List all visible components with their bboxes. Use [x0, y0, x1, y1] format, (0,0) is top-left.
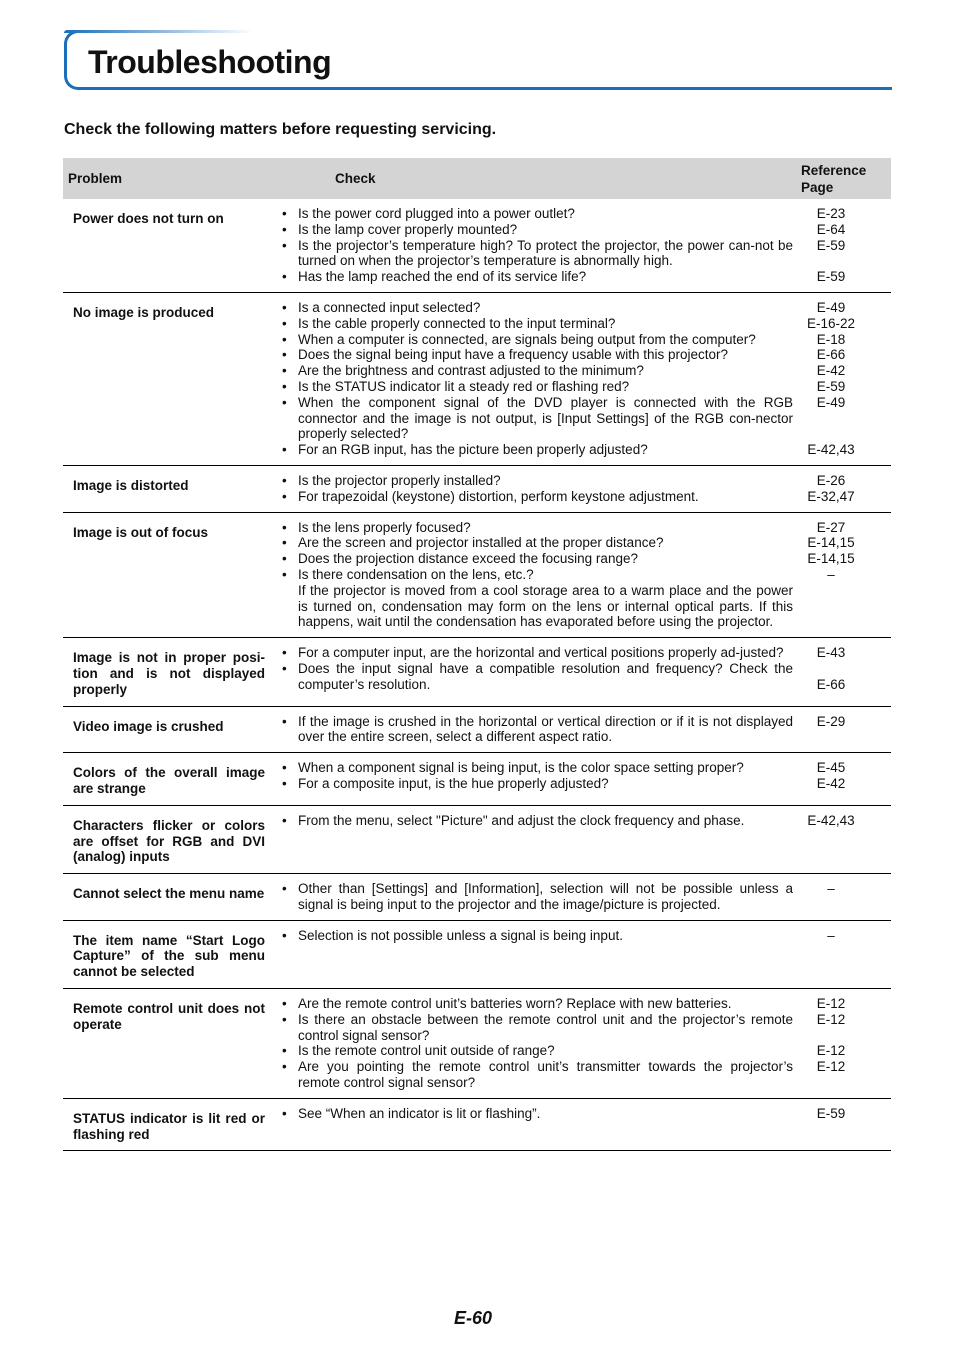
check-item: • Are you pointing the remote control unit’s transmitter towards the projector’s remote control signal sensor?	[273, 1059, 793, 1091]
check-item: • Is the projector’s temperature high? To protect the projector, the power can-not be turned on when the projector’s temperature is abnormally high.	[273, 238, 793, 270]
table-row	[63, 199, 891, 292]
check-cell	[273, 292, 801, 465]
table-row	[63, 465, 891, 512]
check-item: • When a component signal is being input, is the color space setting proper?	[273, 760, 793, 776]
reference-cell	[801, 874, 891, 921]
check-cell	[273, 989, 801, 1099]
reference-page: E-66	[816, 676, 846, 692]
check-item: • Is the lens properly focused?	[273, 520, 793, 536]
reference-cell	[801, 1098, 891, 1151]
check-item: • Is there condensation on the lens, etc.?	[273, 567, 793, 583]
reference-page: E-45	[816, 760, 846, 776]
check-item: • When the component signal of the DVD player is connected with the RGB connector and the image is not output, is [Input Settings] of the RGB con-nector properly selected?	[273, 395, 793, 442]
reference-page: E-42,43	[807, 442, 855, 458]
reference-cell	[801, 512, 891, 638]
check-item: • Has the lamp reached the end of its service life?	[273, 269, 793, 285]
problem-cell: Cannot select the menu name	[63, 874, 273, 921]
problem-cell: Colors of the overall image are strange	[63, 753, 273, 806]
reference-page: E-59	[816, 1105, 846, 1121]
table-row	[63, 706, 891, 753]
reference-page: –	[827, 881, 835, 897]
reference-page	[801, 426, 861, 442]
problem-cell: The item name “Start Logo Capture” of the sub menu cannot be selected	[63, 920, 273, 988]
reference-page: E-32,47	[807, 488, 855, 504]
reference-cell	[801, 805, 891, 873]
check-item: • Is the power cord plugged into a power outlet?	[273, 206, 793, 222]
reference-cell	[801, 638, 891, 706]
table-row	[63, 638, 891, 706]
check-item: • Is the STATUS indicator lit a steady red or flashing red?	[273, 379, 793, 395]
reference-cell	[801, 292, 891, 465]
check-item: • Selection is not possible unless a signal is being input.	[273, 928, 793, 944]
page-title: Troubleshooting	[88, 44, 332, 80]
check-cell	[273, 512, 801, 638]
reference-page: E-12	[816, 1043, 846, 1059]
check-item: • Is the projector properly installed?	[273, 473, 793, 489]
reference-page: E-27	[816, 519, 846, 535]
reference-page: E-42,43	[807, 812, 855, 828]
check-item: • See “When an indicator is lit or flashing”.	[273, 1106, 793, 1122]
problem-cell: Image is distorted	[63, 465, 273, 512]
table-row	[63, 805, 891, 873]
problem-cell: Image is not in proper posi-tion and is not displayed properly	[63, 638, 273, 706]
reference-page	[801, 253, 861, 269]
header-reference: Reference Page	[801, 158, 891, 199]
reference-cell	[801, 989, 891, 1099]
check-list	[273, 1106, 793, 1122]
check-item: • Is there an obstacle between the remote control unit and the projector’s remote control signal sensor?	[273, 1012, 793, 1044]
check-list	[273, 645, 793, 692]
reference-page: E-59	[816, 378, 846, 394]
check-list	[273, 473, 793, 505]
reference-page	[801, 411, 861, 427]
table-row	[63, 874, 891, 921]
reference-cell	[801, 199, 891, 292]
check-item: • Is a connected input selected?	[273, 300, 793, 316]
check-cell	[273, 920, 801, 988]
check-list	[273, 300, 793, 458]
check-cell	[273, 874, 801, 921]
table-row	[63, 292, 891, 465]
reference-page: E-59	[816, 237, 846, 253]
intro-heading: Check the following matters before requesting servicing.	[64, 121, 497, 138]
table-row	[63, 920, 891, 988]
check-list	[273, 760, 793, 792]
problem-cell: Characters flicker or colors are offset for RGB and DVI (analog) inputs	[63, 805, 273, 873]
reference-page: E-14,15	[807, 551, 855, 567]
check-item: • Is the cable properly connected to the input terminal?	[273, 316, 793, 332]
table-row	[63, 1098, 891, 1151]
reference-page: E-66	[816, 347, 846, 363]
reference-page: E-12	[816, 1059, 846, 1075]
reference-page: E-42	[816, 775, 846, 791]
check-item: • For a computer input, are the horizontal and vertical positions properly ad-justed?	[273, 645, 793, 661]
check-cell	[273, 465, 801, 512]
check-item: • For a composite input, is the hue properly adjusted?	[273, 776, 793, 792]
reference-page	[801, 1028, 861, 1044]
troubleshooting-table	[63, 158, 891, 1151]
problem-cell: No image is produced	[63, 292, 273, 465]
check-cell	[273, 805, 801, 873]
check-item: • Are the remote control unit’s batteries worn? Replace with new batteries.	[273, 996, 793, 1012]
check-item: • If the image is crushed in the horizontal or vertical direction or if it is not displayed over the entire screen, select a different aspect ratio.	[273, 714, 793, 746]
reference-cell	[801, 920, 891, 988]
check-item: • For trapezoidal (keystone) distortion, perform keystone adjustment.	[273, 489, 793, 505]
reference-cell	[801, 753, 891, 806]
page-number: E-60	[454, 1308, 493, 1328]
reference-page: E-49	[816, 394, 846, 410]
reference-page	[801, 661, 861, 677]
reference-page: E-29	[816, 713, 846, 729]
check-item: If the projector is moved from a cool storage area to a warm place and the power is turned on, condensation may form on the lens or internal optical parts. If this happens, wait until the condensation has evaporated before using the projector.	[298, 582, 793, 630]
check-cell	[273, 1098, 801, 1151]
problem-cell: Remote control unit does not operate	[63, 989, 273, 1099]
check-item: • Is the remote control unit outside of range?	[273, 1043, 793, 1059]
check-item: • Other than [Settings] and [Information], selection will not be possible unless a signal is being input to the projector and the image/picture is projected.	[273, 881, 793, 913]
reference-page: E-26	[816, 472, 846, 488]
reference-page: E-18	[816, 331, 846, 347]
check-cell	[273, 753, 801, 806]
reference-cell	[801, 465, 891, 512]
check-cell	[273, 199, 801, 292]
check-list	[273, 881, 793, 913]
reference-page: E-14,15	[807, 535, 855, 551]
reference-page: E-59	[816, 269, 846, 285]
problem-cell: Power does not turn on	[63, 199, 273, 292]
check-list	[273, 996, 793, 1091]
table-row	[63, 512, 891, 638]
reference-page: –	[827, 927, 835, 943]
reference-page: E-64	[816, 221, 846, 237]
check-item: • Is the lamp cover properly mounted?	[273, 222, 793, 238]
check-list	[273, 813, 793, 829]
reference-page: E-42	[816, 363, 846, 379]
check-list	[273, 206, 793, 285]
problem-cell: Image is out of focus	[63, 512, 273, 638]
check-item: • Are the screen and projector installed at the proper distance?	[273, 535, 793, 551]
table-row	[63, 989, 891, 1099]
check-item: • Does the projection distance exceed the focusing range?	[273, 551, 793, 567]
header-problem: Problem	[63, 158, 273, 199]
check-item: • Are the brightness and contrast adjusted to the minimum?	[273, 363, 793, 379]
reference-page: E-16-22	[806, 315, 856, 331]
check-list	[273, 928, 793, 944]
reference-page: E-49	[816, 299, 846, 315]
check-list	[273, 714, 793, 746]
table-row	[63, 753, 891, 806]
check-item: • Does the signal being input have a frequency usable with this projector?	[273, 347, 793, 363]
problem-cell: Video image is crushed	[63, 706, 273, 753]
reference-page: E-23	[816, 206, 846, 221]
check-item: • For an RGB input, has the picture been properly adjusted?	[273, 442, 793, 458]
title-frame-accent	[64, 30, 254, 33]
header-check: Check	[273, 158, 801, 199]
problem-cell: STATUS indicator is lit red or flashing red	[63, 1098, 273, 1151]
table-body	[63, 199, 891, 1151]
table-header-row	[63, 158, 891, 199]
reference-cell	[801, 706, 891, 753]
reference-page: E-12	[816, 996, 846, 1012]
check-item: • From the menu, select "Picture" and adjust the clock frequency and phase.	[273, 813, 793, 829]
check-cell	[273, 638, 801, 706]
check-list	[273, 520, 793, 631]
reference-page: –	[827, 566, 835, 582]
reference-page: E-43	[816, 645, 846, 661]
reference-page: E-12	[816, 1011, 846, 1027]
check-item: • Does the input signal have a compatible resolution and frequency? Check the computer’s resolution.	[273, 661, 793, 693]
check-item: • When a computer is connected, are signals being output from the computer?	[273, 332, 793, 348]
check-cell	[273, 706, 801, 753]
